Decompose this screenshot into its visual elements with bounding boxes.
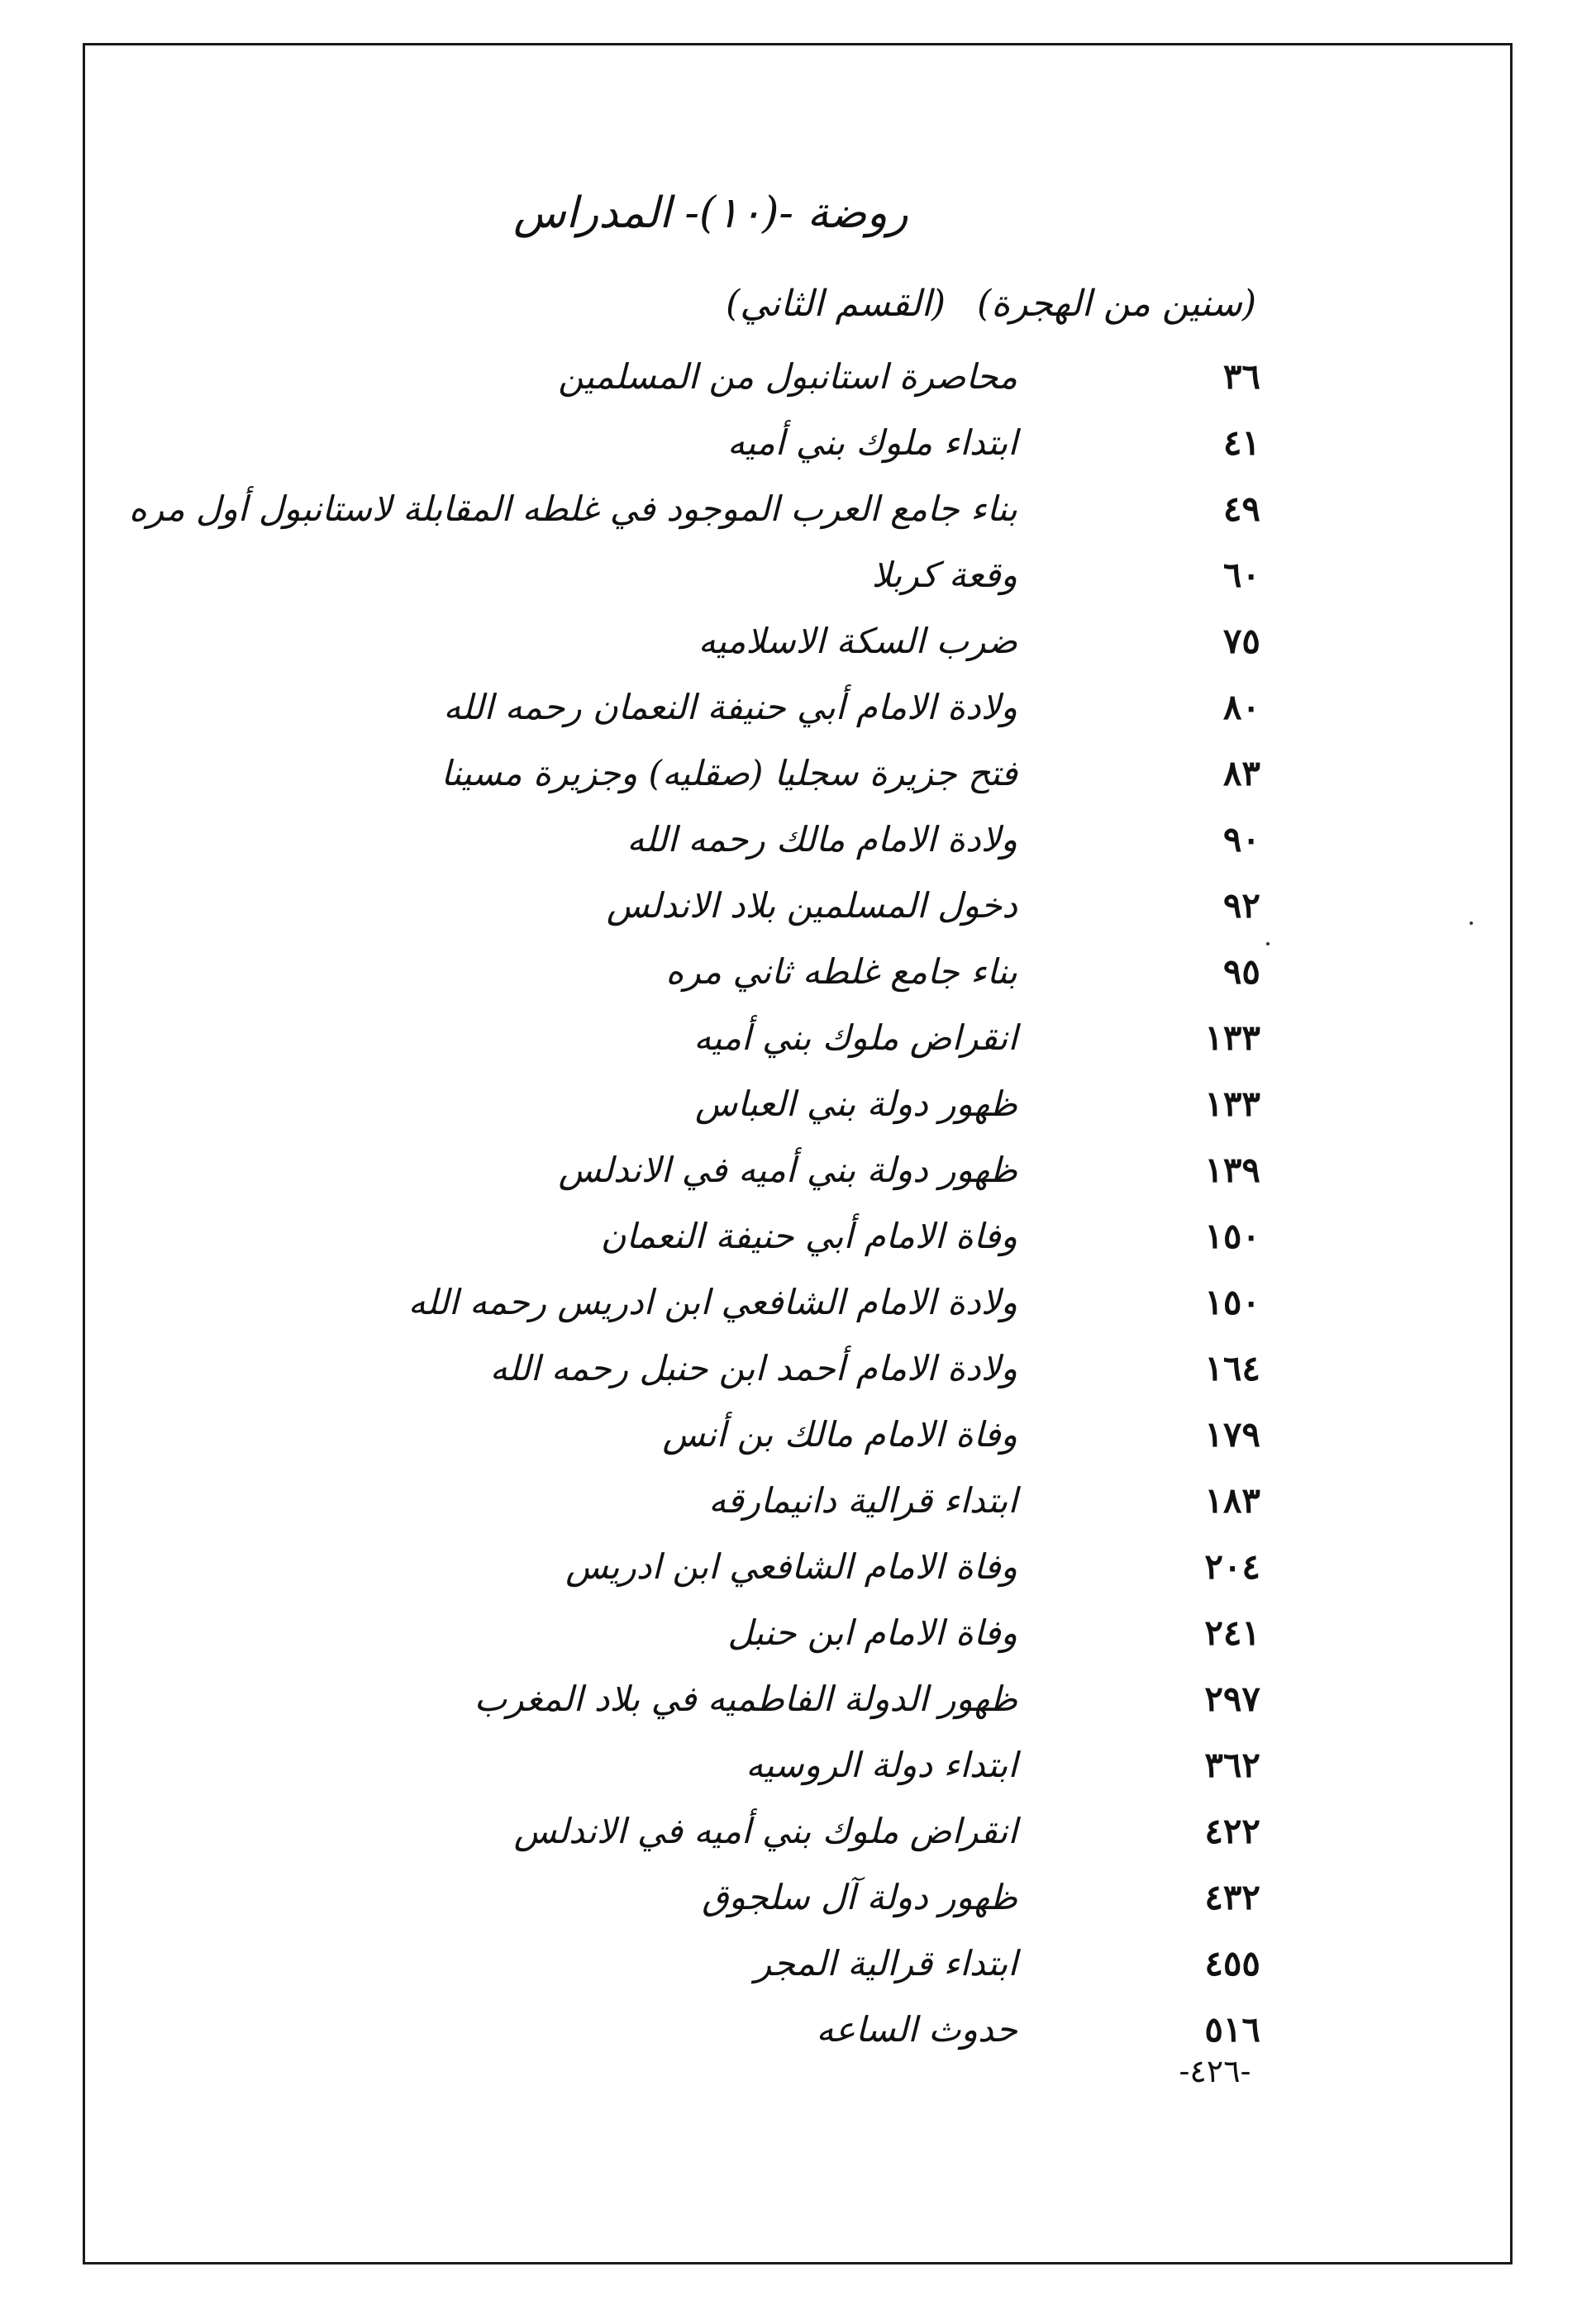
entry-event: بناء جامع العرب الموجود في غلطه المقابلة لاستانبول أول مره	[128, 488, 1017, 529]
entry-year: ٤٩	[1222, 488, 1260, 529]
list-item	[0, 939, 1596, 1005]
entry-year: ٧٥	[1222, 621, 1260, 661]
entry-year: ٨٣	[1222, 753, 1260, 793]
entry-year: ٨٠	[1222, 687, 1260, 727]
entry-event: فتح جزيرة سجليا (صقليه) وجزيرة مسينا	[441, 753, 1017, 793]
list-item	[0, 1534, 1596, 1600]
entry-year: ٦٠	[1222, 555, 1260, 595]
entry-year: ١٨٣	[1204, 1480, 1260, 1521]
entry-event: ابتداء قرالية المجر	[754, 1943, 1017, 1983]
column-headers	[726, 283, 1256, 325]
entry-year: ٣٦	[1222, 356, 1260, 397]
page-title: روضة -(١٠)- المدراس	[513, 188, 908, 238]
list-item	[0, 1666, 1596, 1732]
list-item	[0, 1468, 1596, 1534]
entry-year: ١٣٣	[1204, 1083, 1260, 1124]
entry-year: ١٥٠	[1204, 1282, 1260, 1322]
list-item	[0, 873, 1596, 939]
entry-year: ٩٢	[1222, 885, 1260, 926]
entry-year: ٤١	[1222, 422, 1260, 463]
entry-event: ابتداء ملوك بني أميه	[727, 422, 1017, 463]
list-item	[0, 476, 1596, 542]
entry-event: محاصرة استانبول من المسلمين	[558, 356, 1017, 397]
list-item	[0, 1336, 1596, 1402]
entry-event: ظهور الدولة الفاطميه في بلاد المغرب	[474, 1679, 1017, 1719]
page-number: -٤٢٦-	[1179, 2053, 1251, 2089]
entry-event: دخول المسلمين بلاد الاندلس	[606, 885, 1017, 926]
entry-year: ١٧٩	[1204, 1414, 1260, 1455]
list-item	[0, 674, 1596, 741]
entry-year: ١٣٣	[1204, 1017, 1260, 1058]
list-item	[0, 542, 1596, 608]
entry-year: ١٥٠	[1204, 1216, 1260, 1256]
list-item	[0, 1269, 1596, 1336]
list-item	[0, 1997, 1596, 2063]
section-header: (القسم الثاني)	[726, 283, 946, 325]
entry-year: ١٦٤	[1204, 1348, 1260, 1388]
list-item	[0, 1600, 1596, 1666]
list-item	[0, 1071, 1596, 1137]
entry-event: حدوث الساعه	[816, 2009, 1017, 2050]
entry-event: ابتداء قرالية دانيمارقه	[708, 1480, 1017, 1521]
list-item	[0, 1798, 1596, 1864]
list-item	[0, 741, 1596, 807]
entry-year: ٩٠	[1222, 819, 1260, 860]
list-item	[0, 1402, 1596, 1468]
entry-event: وفاة الامام ابن حنبل	[727, 1612, 1017, 1653]
list-item	[0, 410, 1596, 476]
entry-event: ظهور دولة آل سلجوق	[702, 1877, 1017, 1917]
years-column-header: (سنين من الهجرة)	[977, 283, 1256, 325]
list-item	[0, 1203, 1596, 1269]
entry-year: ٤٣٢	[1204, 1877, 1260, 1917]
entry-event: ضرب السكة الاسلاميه	[698, 621, 1017, 661]
entry-year: ٤٢٢	[1204, 1811, 1260, 1851]
entry-event: ولادة الامام أبي حنيفة النعمان رحمه الله	[443, 687, 1017, 727]
entry-year: ١٣٩	[1204, 1150, 1260, 1190]
entry-event: وفاة الامام أبي حنيفة النعمان	[600, 1216, 1017, 1256]
entry-event: وفاة الامام مالك بن أنس	[662, 1414, 1017, 1455]
entry-event: بناء جامع غلطه ثاني مره	[665, 951, 1017, 992]
entry-event: وفاة الامام الشافعي ابن ادريس	[565, 1546, 1017, 1587]
entry-year: ٤٥٥	[1204, 1943, 1260, 1983]
entry-year: ٢٩٧	[1204, 1679, 1260, 1719]
list-item	[0, 807, 1596, 873]
entry-event: ولادة الامام مالك رحمه الله	[626, 819, 1017, 860]
entry-year: ٢٠٤	[1204, 1546, 1260, 1587]
entry-event: ابتداء دولة الروسيه	[746, 1745, 1017, 1785]
list-item	[0, 1005, 1596, 1071]
list-item	[0, 1864, 1596, 1931]
list-item	[0, 1732, 1596, 1798]
entry-event: انقراض ملوك بني أميه في الاندلس	[513, 1811, 1017, 1851]
list-item	[0, 344, 1596, 410]
entry-event: ظهور دولة بني أميه في الاندلس	[558, 1150, 1017, 1190]
list-item	[0, 1137, 1596, 1203]
entry-event: ولادة الامام أحمد ابن حنبل رحمه الله	[489, 1348, 1017, 1388]
entry-event: ظهور دولة بني العباس	[695, 1083, 1017, 1124]
entry-year: ٥١٦	[1204, 2009, 1260, 2050]
entry-event: ولادة الامام الشافعي ابن ادريس رحمه الله	[407, 1282, 1017, 1322]
entry-year: ٩٥	[1222, 951, 1260, 992]
entry-year: ٢٤١	[1204, 1612, 1260, 1653]
entry-event: وقعة كربلا	[871, 555, 1017, 595]
list-item	[0, 608, 1596, 674]
list-item	[0, 1931, 1596, 1997]
entry-year: ٣٦٢	[1204, 1745, 1260, 1785]
entry-event: انقراض ملوك بني أميه	[693, 1017, 1017, 1058]
